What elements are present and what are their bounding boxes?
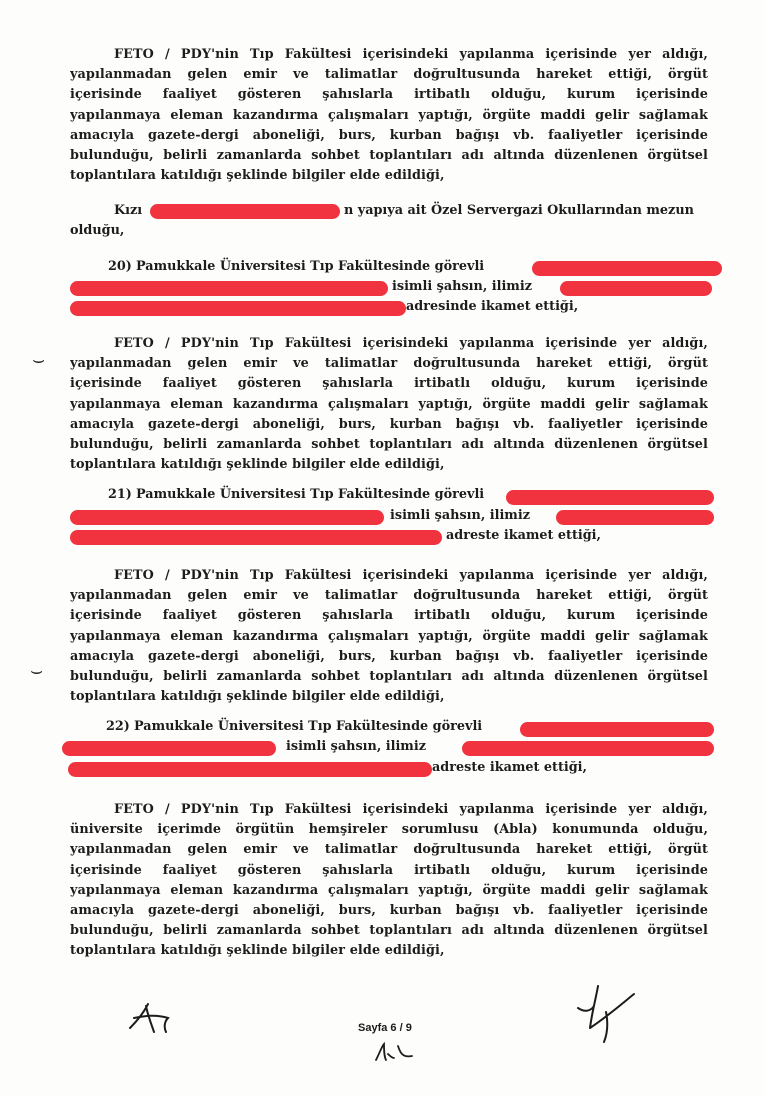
paragraph-line: amacıyla gazete-dergi aboneliği, burs, kurban bağışı vb. faaliyetler içerisinde	[70, 648, 708, 664]
redaction-bar	[462, 741, 714, 756]
paragraph-line: yapılanmadan gelen emir ve talimatlar doğrultusunda hareket ettiği, örgüt	[70, 356, 708, 372]
item-line1: Pamukkale Üniversitesi Tıp Fakültesinde görevli	[136, 487, 485, 502]
paragraph-line: toplantılara katıldığı şeklinde bilgiler elde edildiği,	[70, 943, 445, 959]
paragraph-line: yapılanmaya eleman kazandırma çalışmaları yaptığı, örgüte maddi gelir sağlamak	[70, 628, 708, 644]
item-isimli: isimli şahsın, ilimiz	[286, 739, 426, 754]
paragraph-2	[70, 334, 708, 475]
paragraph-line: toplantılara katıldığı şeklinde bilgiler elde edildiği,	[70, 689, 445, 705]
redaction-bar	[62, 741, 276, 756]
redaction-bar	[532, 261, 722, 276]
initials-mark	[372, 1040, 418, 1064]
redaction-bar	[70, 301, 406, 316]
paragraph-line: FETO / PDY'nin Tıp Fakültesi içerisindeki yapılanma içerisinde yer aldığı,	[114, 47, 708, 62]
redaction-bar	[520, 722, 714, 737]
paragraph-3	[70, 566, 708, 707]
redaction-bar	[560, 281, 712, 296]
paragraph-line: amacıyla gazete-dergi aboneliği, burs, kurban bağışı vb. faaliyetler içerisinde	[70, 127, 708, 143]
paragraph-line: içerisinde faaliyet gösteren şahıslarla irtibatlı olduğu, kurum içerisinde	[70, 87, 708, 103]
item-line1: Pamukkale Üniversitesi Tıp Fakültesinde görevli	[136, 259, 485, 274]
paragraph-line: toplantılara katıldığı şeklinde bilgiler elde edildiği,	[70, 457, 445, 473]
item-isimli: isimli şahsın, ilimiz	[392, 279, 532, 294]
paragraph-line: yapılanmadan gelen emir ve talimatlar doğrultusunda hareket ettiği, örgüt	[70, 67, 708, 83]
item-adres: adreste ikamet ettiği,	[432, 760, 587, 775]
redaction-bar	[68, 762, 432, 777]
paragraph-line: bulunduğu, belirli zamanlarda sohbet toplantıları adı altında düzenlenen örgütsel	[70, 668, 708, 684]
paragraph-1	[70, 45, 708, 186]
paragraph-line: FETO / PDY'nin Tıp Fakültesi içerisindeki yapılanma içerisinde yer aldığı,	[114, 568, 708, 583]
paragraph-line: FETO / PDY'nin Tıp Fakültesi içerisindeki yapılanma içerisinde yer aldığı,	[114, 802, 708, 817]
paragraph-line: bulunduğu, belirli zamanlarda sohbet toplantıları adı altında düzenlenen örgütsel	[70, 436, 708, 452]
page-number: Sayfa 6 / 9	[358, 1022, 412, 1034]
check-mark-icon: ⌣	[30, 658, 44, 682]
redaction-bar	[150, 204, 340, 219]
paragraph-line: yapılanmaya eleman kazandırma çalışmaları yaptığı, örgüte maddi gelir sağlamak	[70, 396, 708, 412]
paragraph-4	[70, 800, 708, 962]
item-number: 21)	[108, 487, 132, 502]
paragraph-line: üniversite içerimde örgütün hemşireler sorumlusu (Abla) konumunda olduğu,	[70, 822, 708, 838]
item-number: 22)	[106, 719, 130, 734]
kizi-suffix: n yapıya ait Özel Servergazi Okullarından mezun	[344, 203, 694, 218]
paragraph-line: yapılanmadan gelen emir ve talimatlar doğrultusunda hareket ettiği, örgüt	[70, 842, 708, 858]
item-isimli: isimli şahsın, ilimiz	[390, 508, 530, 523]
item-line1: Pamukkale Üniversitesi Tıp Fakültesinde görevli	[134, 719, 483, 734]
check-mark-icon: ⌣	[32, 347, 46, 371]
paragraph-line: amacıyla gazete-dergi aboneliği, burs, kurban bağışı vb. faaliyetler içerisinde	[70, 416, 708, 432]
redaction-bar	[556, 510, 714, 525]
paragraph-line: amacıyla gazete-dergi aboneliği, burs, kurban bağışı vb. faaliyetler içerisinde	[70, 902, 708, 918]
kizi-line2: olduğu,	[70, 223, 125, 238]
paragraph-line: içerisinde faaliyet gösteren şahıslarla irtibatlı olduğu, kurum içerisinde	[70, 608, 708, 624]
paragraph-line: yapılanmaya eleman kazandırma çalışmaları yaptığı, örgüte maddi gelir sağlamak	[70, 882, 708, 898]
signature-right	[568, 982, 642, 1048]
paragraph-line: yapılanmadan gelen emir ve talimatlar doğrultusunda hareket ettiği, örgüt	[70, 588, 708, 604]
redaction-bar	[70, 281, 388, 296]
paragraph-line: bulunduğu, belirli zamanlarda sohbet toplantıları adı altında düzenlenen örgütsel	[70, 147, 708, 163]
paragraph-line: toplantılara katıldığı şeklinde bilgiler elde edildiği,	[70, 168, 445, 184]
redaction-bar	[506, 490, 714, 505]
paragraph-line: FETO / PDY'nin Tıp Fakültesi içerisindeki yapılanma içerisinde yer aldığı,	[114, 336, 708, 351]
paragraph-line: içerisinde faaliyet gösteren şahıslarla irtibatlı olduğu, kurum içerisinde	[70, 862, 708, 878]
kizi-prefix: Kızı	[114, 203, 143, 218]
signature-left	[124, 998, 174, 1038]
paragraph-line: bulunduğu, belirli zamanlarda sohbet toplantıları adı altında düzenlenen örgütsel	[70, 923, 708, 939]
item-adres: adreste ikamet ettiği,	[446, 528, 601, 543]
paragraph-line: içerisinde faaliyet gösteren şahıslarla irtibatlı olduğu, kurum içerisinde	[70, 376, 708, 392]
item-number: 20)	[108, 259, 132, 274]
item-adres: adresinde ikamet ettiği,	[406, 299, 579, 314]
redaction-bar	[70, 530, 442, 545]
redaction-bar	[70, 510, 384, 525]
paragraph-line: yapılanmaya eleman kazandırma çalışmaları yaptığı, örgüte maddi gelir sağlamak	[70, 107, 708, 123]
